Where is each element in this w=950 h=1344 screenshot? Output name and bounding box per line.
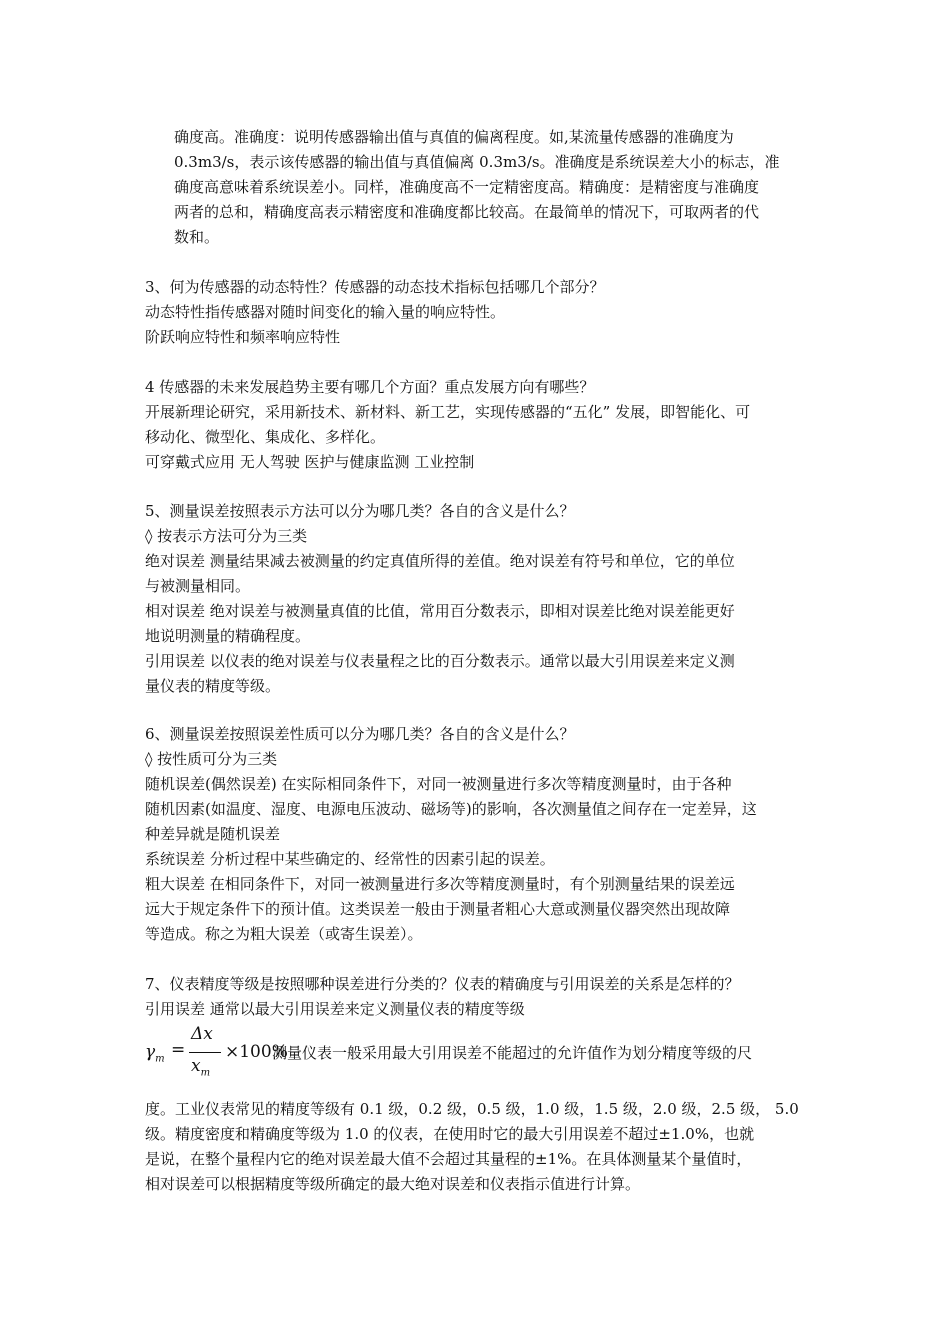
text-line: 测量仪表一般采用最大引用误差不能超过的允许值作为划分精度等级的尺 xyxy=(272,1044,753,1062)
text-line: 0.3m3/s，表示该传感器的输出值与真值偏离 0.3m3/s。准确度是系统误差大小的标志，准 xyxy=(174,153,780,171)
text-line: 开展新理论研究，采用新技术、新材料、新工艺，实现传感器的“五化” 发展，即智能化、可 xyxy=(145,403,751,421)
text-line: 地说明测量的精确程度。 xyxy=(145,627,311,645)
text-line: 动态特性指传感器对随时间变化的输入量的响应特性。 xyxy=(145,303,506,321)
question-3-heading: 3、何为传感器的动态特性？传感器的动态技术指标包括哪几个部分？ xyxy=(145,278,605,296)
text-line: 级。精度密度和精确度等级为 1.0 的仪表，在使用时它的最大引用误差不超过±1.0%，也就 xyxy=(145,1125,755,1143)
question-7-heading: 7、仪表精度等级是按照哪种误差进行分类的？仪表的精确度与引用误差的关系是怎样的？ xyxy=(145,975,740,993)
text-line: 是说，在整个量程内它的绝对误差最大值不会超过其量程的±1%。在具体测量某个量值时， xyxy=(145,1150,752,1168)
text-line: 度。工业仪表常见的精度等级有 0.1 级，0.2 级，0.5 级，1.0 级，1.5 级，2.0 级，2.5 级， 5.0 xyxy=(145,1100,799,1118)
text-line: 移动化、微型化、集成化、多样化。 xyxy=(145,428,386,446)
text-line: 相对误差 绝对误差与被测量真值的比值，常用百分数表示，即相对误差比绝对误差能更好 xyxy=(145,602,735,620)
text-line: 系统误差 分析过程中某些确定的、经常性的因素引起的误差。 xyxy=(145,850,555,868)
formula-denominator: $x_m$ xyxy=(191,1056,211,1079)
text-line: 阶跃响应特性和频率响应特性 xyxy=(145,328,341,346)
text-line: 可穿戴式应用 无人驾驶 医护与健康监测 工业控制 xyxy=(145,453,475,471)
formula-lhs: $\gamma_m$ xyxy=(145,1042,165,1065)
text-line: 引用误差 以仪表的绝对误差与仪表量程之比的百分数表示。通常以最大引用误差来定义测 xyxy=(145,652,735,670)
text-line: ◊ 按性质可分为三类 xyxy=(145,750,278,768)
text-line: 随机误差(偶然误差) 在实际相同条件下，对同一被测量进行多次等精度测量时，由于各种 xyxy=(145,775,732,793)
text-line: 粗大误差 在相同条件下，对同一被测量进行多次等精度测量时，有个别测量结果的误差远 xyxy=(145,875,735,893)
formula-percent: ×100% xyxy=(225,1042,288,1062)
text-line: 与被测量相同。 xyxy=(145,577,251,595)
text-line: 引用误差 通常以最大引用误差来定义测量仪表的精度等级 xyxy=(145,1000,525,1018)
text-line: 等造成。称之为粗大误差（或寄生误差）。 xyxy=(145,925,423,943)
text-line: 相对误差可以根据精度等级所确定的最大绝对误差和仪表指示值进行计算。 xyxy=(145,1175,641,1193)
formula-equals: = xyxy=(171,1040,186,1060)
question-4-heading: 4 传感器的未来发展趋势主要有哪几个方面？重点发展方向有哪些？ xyxy=(145,378,595,396)
text-line: 种差异就是随机误差 xyxy=(145,825,281,843)
text-line: 远大于规定条件下的预计值。这类误差一般由于测量者粗心大意或测量仪器突然出现故障 xyxy=(145,900,731,918)
text-line: 确度高意味着系统误差小。同样，准确度高不一定精密度高。精确度：是精密度与准确度 xyxy=(174,178,760,196)
question-5-heading: 5、测量误差按照表示方法可以分为哪几类？各自的含义是什么？ xyxy=(145,502,575,520)
formula-numerator: Δx xyxy=(191,1024,213,1044)
reference-error-formula xyxy=(145,1024,288,1084)
text-line: 量仪表的精度等级。 xyxy=(145,677,281,695)
text-line: 随机因素(如温度、湿度、电源电压波动、磁场等)的影响，各次测量值之间存在一定差异，这 xyxy=(145,800,757,818)
text-line: ◊ 按表示方法可分为三类 xyxy=(145,527,308,545)
text-line: 两者的总和，精确度高表示精密度和准确度都比较高。在最简单的情况下，可取两者的代 xyxy=(174,203,760,221)
fraction-bar xyxy=(189,1052,221,1053)
question-6-heading: 6、测量误差按照误差性质可以分为哪几类？各自的含义是什么？ xyxy=(145,725,575,743)
text-line: 绝对误差 测量结果减去被测量的约定真值所得的差值。绝对误差有符号和单位，它的单位 xyxy=(145,552,735,570)
text-line: 数和。 xyxy=(174,228,220,246)
text-line: 确度高。准确度：说明传感器输出值与真值的偏离程度。如,某流量传感器的准确度为 xyxy=(174,128,734,146)
